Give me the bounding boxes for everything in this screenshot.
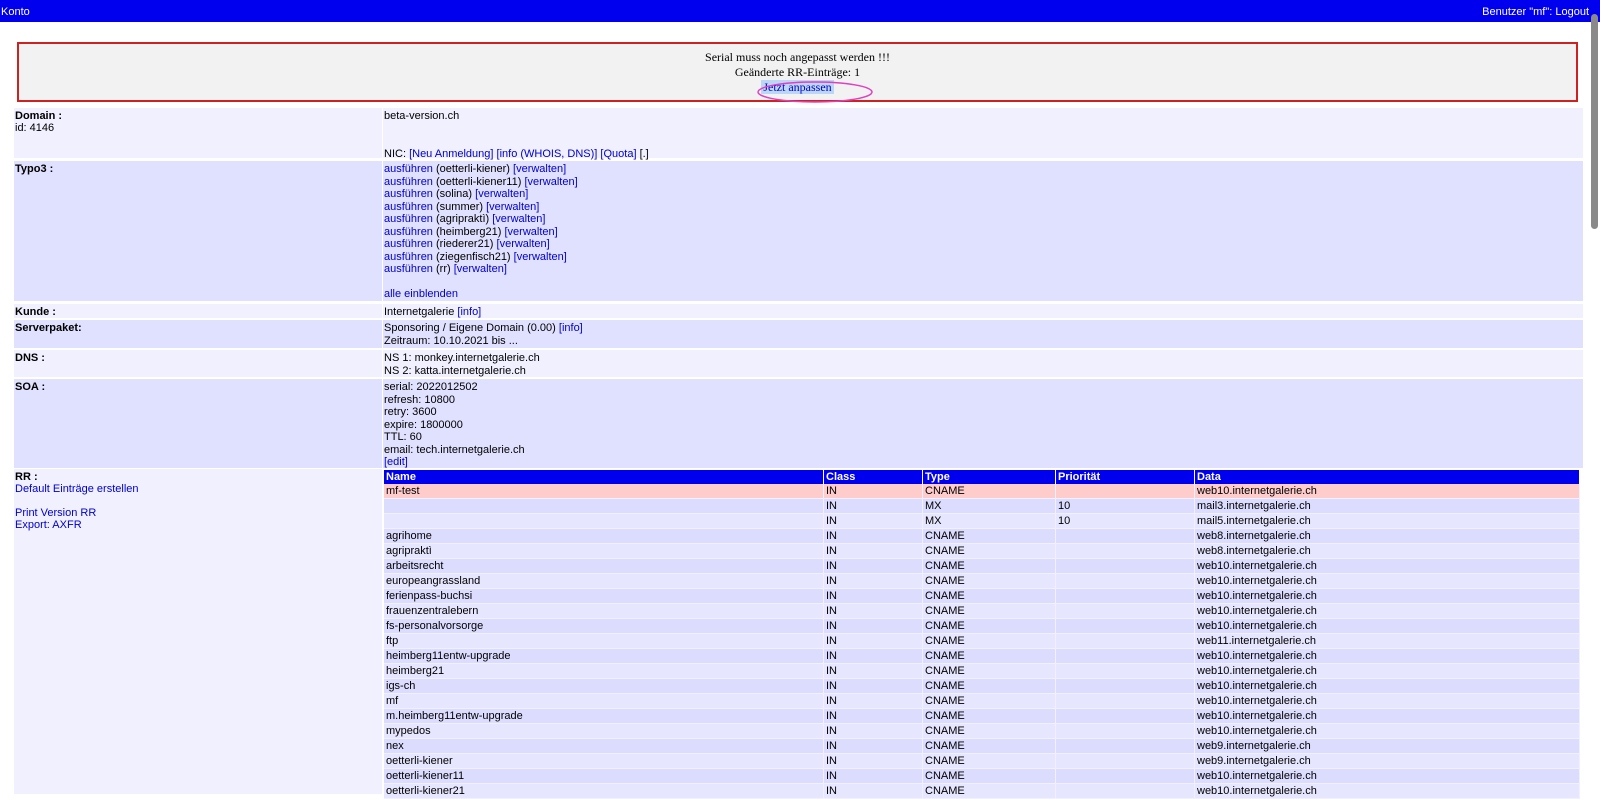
rr-name-cell: europeangrassland bbox=[384, 574, 824, 589]
nic-label: NIC: bbox=[384, 147, 406, 160]
typo3-item bbox=[384, 226, 1582, 239]
server-package-info-link[interactable]: [info] bbox=[558, 322, 583, 334]
rr-data-cell: web10.internetgalerie.ch bbox=[1195, 769, 1580, 784]
rr-data-cell: web10.internetgalerie.ch bbox=[1195, 619, 1580, 634]
rr-table-row[interactable] bbox=[384, 589, 1580, 604]
rr-name-cell: oetterli-kiener bbox=[384, 754, 824, 769]
rr-table-row[interactable] bbox=[384, 484, 1580, 499]
rr-class-cell: IN bbox=[824, 769, 923, 784]
typo3-instance-name: (riederer21) bbox=[436, 238, 494, 250]
typo3-run-link[interactable]: ausführen bbox=[384, 250, 433, 263]
rr-type-cell: CNAME bbox=[923, 784, 1056, 799]
column-header-priority[interactable]: Priorität bbox=[1056, 470, 1195, 484]
rr-table-row[interactable] bbox=[384, 664, 1580, 679]
rr-type-cell: CNAME bbox=[923, 634, 1056, 649]
rr-type-cell: CNAME bbox=[923, 529, 1056, 544]
rr-priority-cell bbox=[1056, 739, 1195, 754]
soa-email: email: tech.internetgalerie.ch bbox=[384, 443, 525, 456]
rr-class-cell: IN bbox=[824, 544, 923, 559]
rr-class-cell: IN bbox=[824, 559, 923, 574]
soa-refresh: refresh: 10800 bbox=[384, 393, 455, 406]
typo3-manage-link[interactable]: [verwalten] bbox=[496, 238, 550, 250]
rr-priority-cell bbox=[1056, 574, 1195, 589]
typo3-instance-name: (heimberg21) bbox=[436, 225, 502, 238]
rr-class-cell: IN bbox=[824, 514, 923, 529]
adjust-now-link[interactable]: Jetzt anpassen bbox=[763, 80, 832, 94]
rr-type-cell: CNAME bbox=[923, 754, 1056, 769]
top-bar bbox=[0, 0, 1600, 22]
print-version-link[interactable]: Print Version RR bbox=[15, 507, 97, 519]
rr-table-header bbox=[384, 470, 1580, 484]
logout-link[interactable]: Benutzer "mf": Logout bbox=[1482, 6, 1589, 18]
rr-name-cell: oetterli-kiener11 bbox=[384, 769, 824, 784]
typo3-run-link[interactable]: ausführen bbox=[384, 200, 433, 213]
rr-priority-cell bbox=[1056, 694, 1195, 709]
rr-class-cell: IN bbox=[824, 619, 923, 634]
rr-data-cell: web10.internetgalerie.ch bbox=[1195, 649, 1580, 664]
rr-priority-cell bbox=[1056, 709, 1195, 724]
typo3-manage-link[interactable]: [verwalten] bbox=[475, 188, 529, 200]
export-axfr-link[interactable]: Export: AXFR bbox=[15, 519, 82, 531]
rr-data-cell: web10.internetgalerie.ch bbox=[1195, 664, 1580, 679]
typo3-instance-name: (oetterli-kiener) bbox=[436, 163, 510, 175]
rr-name-cell: nex bbox=[384, 739, 824, 754]
customer-info-link[interactable]: [info] bbox=[457, 306, 482, 318]
ns2-value: NS 2: katta.internetgalerie.ch bbox=[384, 364, 526, 377]
domain-name: beta-version.ch bbox=[384, 110, 460, 122]
typo3-manage-link[interactable]: [verwalten] bbox=[513, 163, 567, 175]
customer-name: Internetgalerie bbox=[384, 306, 455, 318]
rr-class-cell: IN bbox=[824, 709, 923, 724]
rr-data-cell: web10.internetgalerie.ch bbox=[1195, 484, 1580, 499]
column-header-data[interactable]: Data bbox=[1195, 470, 1580, 484]
rr-class-cell: IN bbox=[824, 484, 923, 499]
ns1-value: NS 1: monkey.internetgalerie.ch bbox=[384, 352, 540, 364]
typo3-instance-name: (agripraktì) bbox=[436, 213, 490, 225]
rr-table-row[interactable] bbox=[384, 514, 1580, 529]
rr-name-cell: m.heimberg11entw-upgrade bbox=[384, 709, 824, 724]
rr-data-cell: web10.internetgalerie.ch bbox=[1195, 559, 1580, 574]
rr-type-cell: CNAME bbox=[923, 619, 1056, 634]
rr-data-cell: web10.internetgalerie.ch bbox=[1195, 574, 1580, 589]
rr-data-cell: web10.internetgalerie.ch bbox=[1195, 604, 1580, 619]
rr-name-cell bbox=[384, 514, 824, 529]
customer-label: Kunde : bbox=[15, 306, 56, 318]
rr-class-cell: IN bbox=[824, 694, 923, 709]
rr-data-cell: web10.internetgalerie.ch bbox=[1195, 784, 1580, 799]
server-package-row bbox=[14, 320, 1583, 348]
rr-priority-cell bbox=[1056, 619, 1195, 634]
rr-data-cell: web9.internetgalerie.ch bbox=[1195, 754, 1580, 769]
column-header-name[interactable]: Name bbox=[384, 470, 824, 484]
column-header-type[interactable]: Type bbox=[923, 470, 1056, 484]
rr-class-cell: IN bbox=[824, 529, 923, 544]
soa-ttl: TTL: 60 bbox=[384, 431, 422, 443]
rr-priority-cell bbox=[1056, 634, 1195, 649]
soa-edit-link[interactable]: [edit] bbox=[384, 456, 408, 468]
rr-name-cell: ferienpass-buchsi bbox=[384, 589, 824, 604]
rr-name-cell: arbeitsrecht bbox=[384, 559, 824, 574]
typo3-item bbox=[384, 176, 1582, 189]
rr-table-row[interactable] bbox=[384, 574, 1580, 589]
typo3-manage-link[interactable]: [verwalten] bbox=[504, 225, 558, 238]
rr-type-cell: CNAME bbox=[923, 604, 1056, 619]
nic-new-registration-link[interactable]: [Neu Anmeldung] bbox=[409, 147, 494, 160]
typo3-item bbox=[384, 201, 1582, 214]
rr-table-row[interactable] bbox=[384, 769, 1580, 784]
typo3-label: Typo3 : bbox=[15, 163, 54, 175]
rr-data-cell: web11.internetgalerie.ch bbox=[1195, 634, 1580, 649]
rr-table-row[interactable] bbox=[384, 499, 1580, 514]
rr-table-row[interactable] bbox=[384, 559, 1580, 574]
rr-type-cell: CNAME bbox=[923, 589, 1056, 604]
rr-type-cell: CNAME bbox=[923, 559, 1056, 574]
rr-name-cell: igs-ch bbox=[384, 679, 824, 694]
rr-table-row[interactable] bbox=[384, 694, 1580, 709]
rr-class-cell: IN bbox=[824, 634, 923, 649]
rr-type-cell: CNAME bbox=[923, 724, 1056, 739]
nic-quota-link[interactable]: [Quota] bbox=[600, 147, 637, 160]
rr-table-row[interactable] bbox=[384, 649, 1580, 664]
typo3-run-link[interactable]: ausführen bbox=[384, 213, 433, 225]
nic-dot: [.] bbox=[639, 147, 649, 160]
customer-row bbox=[14, 304, 1583, 318]
rr-name-cell: agripraktì bbox=[384, 544, 824, 559]
typo3-item bbox=[384, 163, 1582, 176]
rr-type-cell: CNAME bbox=[923, 769, 1056, 784]
changed-rr-count: Geänderte RR-Einträge: 1 bbox=[734, 65, 861, 79]
rr-priority-cell bbox=[1056, 604, 1195, 619]
typo3-run-link[interactable]: ausführen bbox=[384, 263, 433, 275]
typo3-run-link[interactable]: ausführen bbox=[384, 175, 433, 188]
rr-type-cell: CNAME bbox=[923, 664, 1056, 679]
rr-name-cell: agrihome bbox=[384, 529, 824, 544]
rr-priority-cell bbox=[1056, 679, 1195, 694]
rr-name-cell: fs-personalvorsorge bbox=[384, 619, 824, 634]
rr-table-row[interactable] bbox=[384, 619, 1580, 634]
rr-name-cell: heimberg21 bbox=[384, 664, 824, 679]
account-link[interactable]: Konto bbox=[1, 6, 30, 18]
domain-id: id: 4146 bbox=[15, 122, 55, 134]
soa-label: SOA : bbox=[15, 381, 46, 393]
rr-table-row[interactable] bbox=[384, 709, 1580, 724]
rr-data-cell: web8.internetgalerie.ch bbox=[1195, 544, 1580, 559]
rr-priority-cell bbox=[1056, 484, 1195, 499]
typo3-item bbox=[384, 213, 1582, 226]
server-package-label: Serverpaket: bbox=[15, 322, 82, 334]
rr-label: RR : bbox=[15, 471, 38, 483]
rr-priority-cell bbox=[1056, 649, 1195, 664]
rr-data-cell: mail3.internetgalerie.ch bbox=[1195, 499, 1580, 514]
typo3-manage-link[interactable]: [verwalten] bbox=[453, 263, 507, 275]
rr-priority-cell bbox=[1056, 724, 1195, 739]
rr-priority-cell: 10 bbox=[1056, 499, 1195, 514]
rr-table-row[interactable] bbox=[384, 754, 1580, 769]
rr-table-row[interactable] bbox=[384, 784, 1580, 799]
soa-expire: expire: 1800000 bbox=[384, 418, 463, 431]
typo3-row bbox=[14, 161, 1583, 301]
rr-name-cell: frauenzentralebern bbox=[384, 604, 824, 619]
rr-class-cell: IN bbox=[824, 589, 923, 604]
rr-data-cell: web9.internetgalerie.ch bbox=[1195, 739, 1580, 754]
typo3-run-link[interactable]: ausführen bbox=[384, 163, 433, 175]
rr-data-cell: web8.internetgalerie.ch bbox=[1195, 529, 1580, 544]
typo3-run-link[interactable]: ausführen bbox=[384, 238, 433, 250]
server-package-period: Zeitraum: 10.10.2021 bis ... bbox=[384, 334, 518, 347]
rr-priority-cell bbox=[1056, 784, 1195, 799]
scrollbar-thumb[interactable] bbox=[1591, 14, 1598, 229]
typo3-instance-name: (oetterli-kiener11) bbox=[436, 175, 522, 188]
typo3-manage-link[interactable]: [verwalten] bbox=[524, 175, 578, 188]
serial-warning-box bbox=[17, 42, 1578, 102]
rr-table-row[interactable] bbox=[384, 679, 1580, 694]
rr-type-cell: CNAME bbox=[923, 544, 1056, 559]
rr-data-cell: web10.internetgalerie.ch bbox=[1195, 679, 1580, 694]
serial-warning-text: Serial muss noch angepasst werden !!! bbox=[705, 50, 890, 64]
typo3-item bbox=[384, 263, 1582, 276]
rr-class-cell: IN bbox=[824, 724, 923, 739]
rr-data-cell: mail5.internetgalerie.ch bbox=[1195, 514, 1580, 529]
typo3-instance-name: (summer) bbox=[436, 200, 484, 213]
rr-table-row[interactable] bbox=[384, 529, 1580, 544]
server-package-value: Sponsoring / Eigene Domain (0.00) bbox=[384, 322, 556, 334]
typo3-item bbox=[384, 238, 1582, 251]
rr-name-cell: heimberg11entw-upgrade bbox=[384, 649, 824, 664]
rr-table-row[interactable] bbox=[384, 724, 1580, 739]
default-entries-link[interactable]: Default Einträge erstellen bbox=[15, 483, 139, 495]
rr-name-cell: mf bbox=[384, 694, 824, 709]
rr-priority-cell bbox=[1056, 529, 1195, 544]
rr-class-cell: IN bbox=[824, 679, 923, 694]
rr-type-cell: CNAME bbox=[923, 694, 1056, 709]
soa-row bbox=[14, 379, 1583, 468]
typo3-manage-link[interactable]: [verwalten] bbox=[513, 250, 567, 263]
typo3-item bbox=[384, 251, 1582, 264]
rr-class-cell: IN bbox=[824, 649, 923, 664]
dns-row bbox=[14, 350, 1583, 377]
rr-table-row[interactable] bbox=[384, 544, 1580, 559]
rr-name-cell: ftp bbox=[384, 634, 824, 649]
rr-name-cell: mf-test bbox=[384, 484, 824, 499]
rr-table-row[interactable] bbox=[384, 739, 1580, 754]
rr-class-cell: IN bbox=[824, 574, 923, 589]
rr-name-cell: oetterli-kiener21 bbox=[384, 784, 824, 799]
rr-type-cell: CNAME bbox=[923, 649, 1056, 664]
rr-table-row[interactable] bbox=[384, 604, 1580, 619]
rr-priority-cell bbox=[1056, 769, 1195, 784]
rr-priority-cell bbox=[1056, 589, 1195, 604]
rr-priority-cell: 10 bbox=[1056, 514, 1195, 529]
rr-priority-cell bbox=[1056, 559, 1195, 574]
rr-type-cell: MX bbox=[923, 514, 1056, 529]
rr-data-cell: web10.internetgalerie.ch bbox=[1195, 709, 1580, 724]
typo3-manage-link[interactable]: [verwalten] bbox=[492, 213, 546, 225]
rr-data-cell: web10.internetgalerie.ch bbox=[1195, 694, 1580, 709]
rr-class-cell: IN bbox=[824, 664, 923, 679]
typo3-instance-name: (ziegenfisch21) bbox=[436, 250, 511, 263]
nic-info-link[interactable]: [info (WHOIS, DNS)] bbox=[496, 147, 598, 160]
show-all-link[interactable]: alle einblenden bbox=[384, 288, 459, 300]
rr-class-cell: IN bbox=[824, 499, 923, 514]
typo3-run-link[interactable]: ausführen bbox=[384, 188, 433, 200]
typo3-run-link[interactable]: ausführen bbox=[384, 225, 433, 238]
rr-table bbox=[384, 470, 1580, 799]
rr-type-cell: CNAME bbox=[923, 679, 1056, 694]
typo3-instance-name: (rr) bbox=[436, 263, 451, 275]
rr-class-cell: IN bbox=[824, 754, 923, 769]
soa-retry: retry: 3600 bbox=[384, 406, 437, 418]
typo3-manage-link[interactable]: [verwalten] bbox=[486, 200, 540, 213]
rr-type-cell: CNAME bbox=[923, 574, 1056, 589]
rr-type-cell: MX bbox=[923, 499, 1056, 514]
rr-class-cell: IN bbox=[824, 604, 923, 619]
rr-priority-cell bbox=[1056, 664, 1195, 679]
soa-serial: serial: 2022012502 bbox=[384, 381, 478, 393]
column-header-class[interactable]: Class bbox=[824, 470, 923, 484]
rr-type-cell: CNAME bbox=[923, 484, 1056, 499]
typo3-item bbox=[384, 188, 1582, 201]
rr-priority-cell bbox=[1056, 754, 1195, 769]
rr-data-cell: web10.internetgalerie.ch bbox=[1195, 589, 1580, 604]
rr-class-cell: IN bbox=[824, 739, 923, 754]
rr-name-cell: mypedos bbox=[384, 724, 824, 739]
rr-type-cell: CNAME bbox=[923, 709, 1056, 724]
rr-name-cell bbox=[384, 499, 824, 514]
domain-label: Domain : bbox=[15, 110, 63, 122]
rr-data-cell: web10.internetgalerie.ch bbox=[1195, 724, 1580, 739]
rr-type-cell: CNAME bbox=[923, 739, 1056, 754]
rr-priority-cell bbox=[1056, 544, 1195, 559]
domain-row bbox=[14, 108, 1583, 158]
typo3-instance-name: (solina) bbox=[436, 188, 473, 200]
dns-label: DNS : bbox=[15, 352, 45, 364]
rr-table-row[interactable] bbox=[384, 634, 1580, 649]
rr-class-cell: IN bbox=[824, 784, 923, 799]
